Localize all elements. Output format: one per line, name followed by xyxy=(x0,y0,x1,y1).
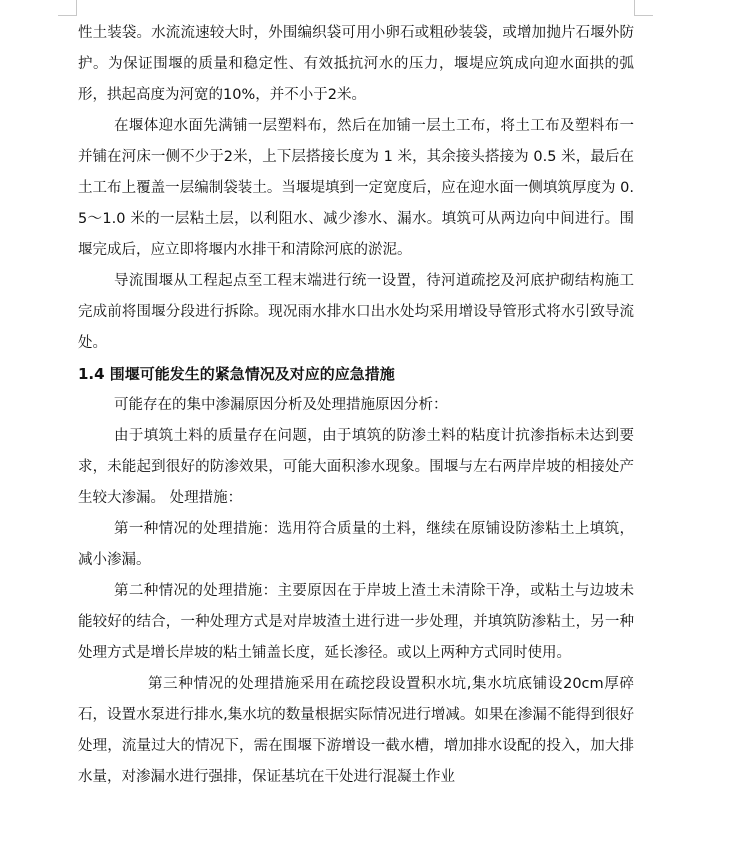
section-heading: 1.4 围堰可能发生的紧急情况及对应的应急措施 xyxy=(78,365,395,383)
document-body xyxy=(78,18,634,793)
crop-mark-top-left xyxy=(58,0,77,16)
paragraph-cause-analysis: 由于填筑土料的质量存在问题，由于填筑的防渗土料的粘度计抗渗指标未达到要求，未能起到很好的防渗效果，可能大面积渗水现象。围堰与左右两岸岸坡的相接处产生较大渗漏。 处理措施： xyxy=(78,428,634,506)
paragraph-diversion-cofferdam: 导流围堰从工程起点至工程末端进行统一设置，待河道疏挖及河底护砌结构施工完成前将围堰分段进行拆除。现况雨水排水口出水处均采用增设导管形式将水引致导流处。 xyxy=(78,273,634,351)
paragraph-continued: 性土装袋。水流流速较大时，外围编织袋可用小卵石或粗砂装袋，或增加抛片石堰外防护。为保证围堰的质量和稳定性、有效抵抗河水的压力，堰堤应筑成向迎水面拱的弧形，拱起高度为河宽的10%，并不小于2米。 xyxy=(78,25,634,103)
crop-mark-top-right xyxy=(634,0,653,16)
paragraph-case-one: 第一种情况的处理措施：选用符合质量的土料，继续在原铺设防渗粘土上填筑，减小渗漏。 xyxy=(78,521,634,568)
paragraph-cofferdam-membrane: 在堰体迎水面先满铺一层塑料布，然后在加铺一层土工布，将土工布及塑料布一并铺在河床一侧不少于2米，上下层搭接长度为 1 米，其余接头搭接为 0.5 米，最后在土工布上覆盖一层编制袋装土。当堰堤填到一定宽度后，应在迎水面一侧填筑厚度为 0.5～1.0 米的一层粘土层，以利阻水、减少渗水、漏水。填筑可从两边向中间进行。围堰完成后，应立即将堰内水排干和清除河底的淤泥。 xyxy=(78,118,634,258)
paragraph-case-three: 第三种情况的处理措施采用在疏挖段设置积水坑,集水坑底铺设20cm厚碎石，设置水泵进行排水,集水坑的数量根据实际情况进行增减。如果在渗漏不能得到很好处理，流量过大的情况下，需在围堰下游增设一截水槽，增加排水设配的投入，加大排水量，对渗漏水进行强排，保证基坑在干处进行混凝土作业 xyxy=(78,676,634,785)
paragraph-cause-analysis-intro: 可能存在的集中渗漏原因分析及处理措施原因分析： xyxy=(114,397,448,413)
paragraph-case-two: 第二种情况的处理措施：主要原因在于岸坡上渣土未清除干净，或粘土与边坡未能较好的结合，一种处理方式是对岸坡渣土进行进一步处理，并填筑防渗粘土，另一种处理方式是增长岸坡的粘土铺盖长度，延长渗径。或以上两种方式同时使用。 xyxy=(78,583,634,661)
